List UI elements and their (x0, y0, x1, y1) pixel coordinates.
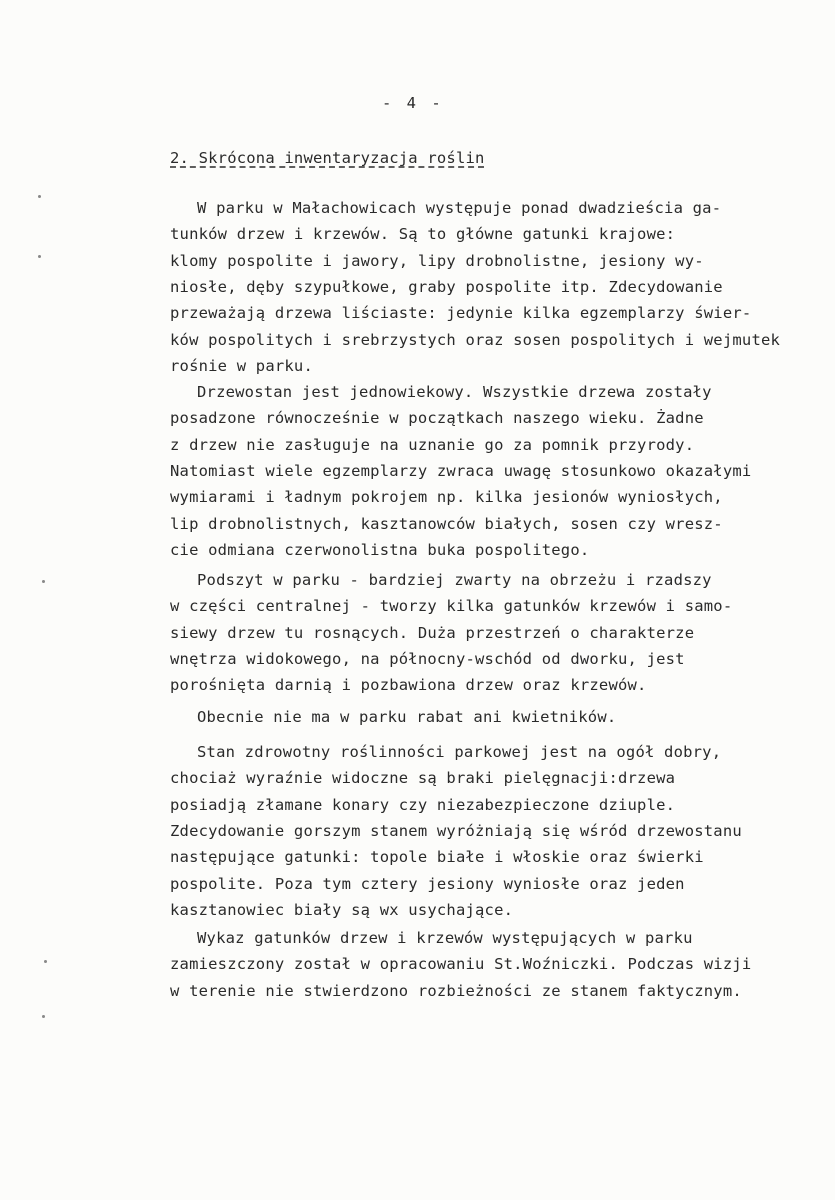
paragraph-line: niosłe, dęby szypułkowe, graby pospolite itp. Zdecydowanie (170, 278, 723, 296)
paragraph-line: posiadją złamane konary czy niezabezpieczone dziuple. (170, 796, 676, 814)
paragraph-line: chociaż wyraźnie widoczne są braki pielęgnacji:drzewa (170, 769, 676, 787)
paragraph-line: tunków drzew i krzewów. Są to główne gatunki krajowe: (170, 225, 676, 243)
page-number: - 4 - (382, 94, 444, 112)
margin-mark (42, 1015, 45, 1018)
paragraph-line: z drzew nie zasługuje na uznanie go za pomnik przyrody. (170, 436, 695, 454)
paragraph-line: w terenie nie stwierdzono rozbieżności ze stanem faktycznym. (170, 982, 742, 1000)
paragraph-line: zamieszczony został w opracowaniu St.Woźniczki. Podczas wizji (170, 955, 752, 973)
section-heading: 2. Skrócona inwentaryzacja roślin (170, 149, 485, 167)
paragraph-line: wnętrza widokowego, na północny-wschód od dworku, jest (170, 650, 685, 668)
margin-mark (44, 960, 47, 963)
paragraph-line: cie odmiana czerwonolistna buka pospolitego. (170, 541, 590, 559)
paragraph-line: pospolite. Poza tym cztery jesiony wyniosłe oraz jeden (170, 875, 685, 893)
paragraph-line: Natomiast wiele egzemplarzy zwraca uwagę stosunkowo okazałymi (170, 462, 752, 480)
paragraph-line: w części centralnej - tworzy kilka gatunków krzewów i samo- (170, 597, 733, 615)
paragraph-line: rośnie w parku. (170, 357, 313, 375)
paragraph-line: następujące gatunki: topole białe i włoskie oraz świerki (170, 848, 704, 866)
paragraph-line: Stan zdrowotny roślinności parkowej jest na ogół dobry, (197, 743, 722, 761)
paragraph-line: lip drobnolistnych, kasztanowców białych, sosen czy wresz- (170, 515, 723, 533)
paragraph-line: W parku w Małachowicach występuje ponad dwadzieścia ga- (197, 199, 722, 217)
paragraph-line: Drzewostan jest jednowiekowy. Wszystkie drzewa zostały (197, 383, 712, 401)
paragraph-line: porośnięta darnią i pozbawiona drzew oraz krzewów. (170, 676, 647, 694)
paragraph-line: Zdecydowanie gorszym stanem wyróżniają się wśród drzewostanu (170, 822, 742, 840)
paragraph-line: posadzone równocześnie w początkach naszego wieku. Żadne (170, 409, 704, 427)
paragraph-line: ków pospolitych i srebrzystych oraz sosen pospolitych i wejmutek (170, 331, 781, 349)
paragraph-line: siewy drzew tu rosnących. Duża przestrzeń o charakterze (170, 624, 695, 642)
paragraph-line: Wykaz gatunków drzew i krzewów występujących w parku (197, 929, 693, 947)
paragraph-line: przeważają drzewa liściaste: jedynie kilka egzemplarzy świer- (170, 304, 752, 322)
paragraph-line: kasztanowiec biały są wx usychające. (170, 901, 514, 919)
margin-mark (38, 195, 41, 198)
paragraph-line: Podszyt w parku - bardziej zwarty na obrzeżu i rzadszy (197, 571, 712, 589)
paragraph-line: wymiarami i ładnym pokrojem np. kilka jesionów wyniosłych, (170, 488, 723, 506)
paragraph-line: klomy pospolite i jawory, lipy drobnolistne, jesiony wy- (170, 252, 704, 270)
paragraph-line: Obecnie nie ma w parku rabat ani kwietników. (197, 708, 617, 726)
margin-mark (42, 580, 45, 583)
margin-mark (38, 255, 41, 258)
